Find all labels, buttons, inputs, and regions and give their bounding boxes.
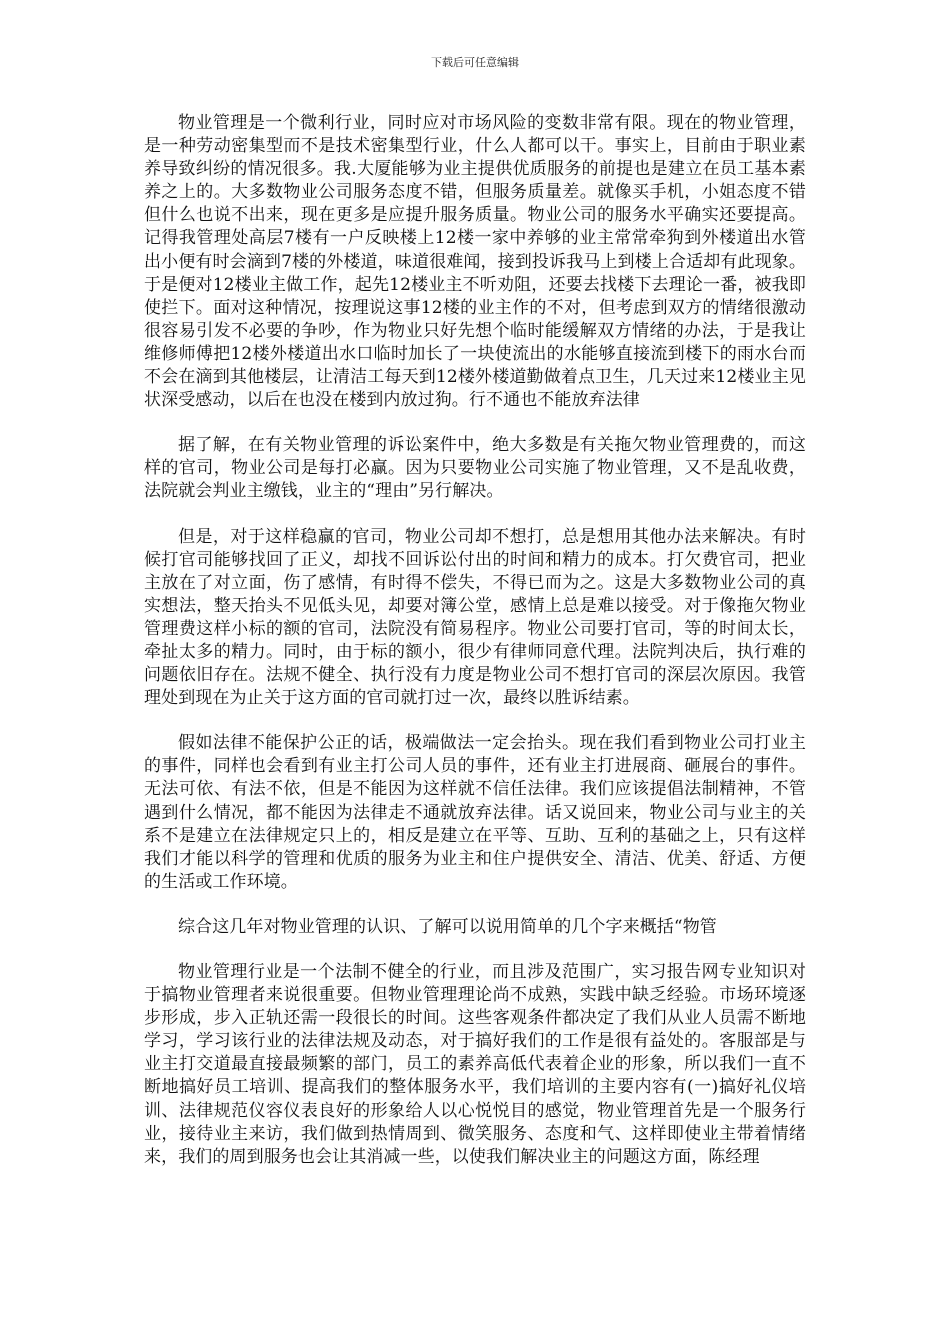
paragraph-6: 物业管理行业是一个法制不健全的行业，而且涉及范围广，实习报告网专业知识对于搞物业管理者来说很重要。但物业管理理论尚不成熟，实践中缺乏经验。市场环境逐步形成，步入正轨还需一段很长的时间。这些客观条件都决定了我们从业人员需不断地学习，学习该行业的法律法规及动态，对于搞好我们的工作是很有益处的。客服部是与业主打交道最直接最频繁的部门，员工的素养高低代表着企业的形象，所以我们一直不断地搞好员工培训、提高我们的整体服务水平，我们培训的主要内容有(一)搞好礼仪培训、法律规范仪容仪表良好的形象给人以心悦悦目的感觉，物业管理首先是一个服务行业，接待业主来访，我们做到热情周到、微笑服务、态度和气、这样即使业主带着情绪来，我们的周到服务也会让其消减一些，以使我们解决业主的问题这方面，陈经理	[144, 962, 806, 1167]
paragraph-5: 综合这几年对物业管理的认识、了解可以说用简单的几个字来概括“物管	[178, 916, 717, 937]
paragraph-3: 但是，对于这样稳赢的官司，物业公司却不想打，总是想用其他办法来解决。有时候打官司能够找回了正义，却找不回诉讼付出的时间和精力的成本。打欠费官司，把业主放在了对立面，伤了感情，有时得不偿失，不得已而为之。这是大多数物业公司的真实想法，整天抬头不见低头见，却要对簿公堂，感情上总是难以接受。对于像拖欠物业管理费这样小标的额的官司，法院没有简易程序。物业公司要打官司，等的时间太长，牵扯太多的精力。同时，由于标的额小，很少有律师同意代理。法院判决后，执行难的问题依旧存在。法规不健全、执行没有力度是物业公司不想打官司的深层次原因。我管理处到现在为止关于这方面的官司就打过一次，最终以胜诉结素。	[144, 526, 806, 709]
paragraph-1: 物业管理是一个微利行业，同时应对市场风险的变数非常有限。现在的物业管理，是一种劳动密集型而不是技术密集型行业，什么人都可以干。事实上，目前由于职业素养导致纠纷的情况很多。我.大厦能够为业主提供优质服务的前提也是建立在员工基本素养之上的。大多数物业公司服务态度不错，但服务质量差。就像买手机，小姐态度不错但什么也说不出来，现在更多是应提升服务质量。物业公司的服务水平确实还要提高。记得我管理处高层7楼有一户反映楼上12楼一家中养够的业主常常牵狗到外楼道出水管出小便有时会滴到7楼的外楼道，味道很难闻，接到投诉我马上到楼上合适却有此现象。于是便对12楼业主做工作，起先12楼业主不听劝阻，还要去找楼下去理论一番，被我即使拦下。面对这种情况，按理说这事12楼的业主作的不对，但考虑到双方的情绪很激动很容易引发不必要的争吵，作为物业只好先想个临时能缓解双方情绪的办法，于是我让维修师傅把12楼外楼道出水口临时加长了一块使流出的水能够直接流到楼下的雨水台而不会在滴到其他楼层，让清洁工每天到12楼外楼道勤做着点卫生，几天过来12楼业主见状深受感动，以后在也没在楼到内放过狗。行不通也不能放弃法律	[144, 113, 806, 411]
paragraph-4: 假如法律不能保护公正的话，极端做法一定会抬头。现在我们看到物业公司打业主的事件，同样也会看到有业主打公司人员的事件，还有业主打进展商、砸展台的事件。无法可依、有法不依，但是不能因为这样就不信任法律。我们应该提倡法制精神，不管遇到什么情况，都不能因为法律走不通就放弃法律。话又说回来，物业公司与业主的关系不是建立在法律规定只上的，相反是建立在平等、互助、互利的基础之上，只有这样我们才能以科学的管理和优质的服务为业主和住户提供安全、清洁、优美、舒适、方便的生活或工作环境。	[144, 733, 806, 892]
page-header: 下载后可任意编辑	[431, 56, 519, 69]
paragraph-2: 据了解，在有关物业管理的诉讼案件中，绝大多数是有关拖欠物业管理费的，而这样的官司，物业公司是每打必赢。因为只要物业公司实施了物业管理，又不是乱收费，法院就会判业主缴钱，业主的“理由”另行解决。	[144, 435, 806, 502]
document-body	[144, 112, 806, 1169]
